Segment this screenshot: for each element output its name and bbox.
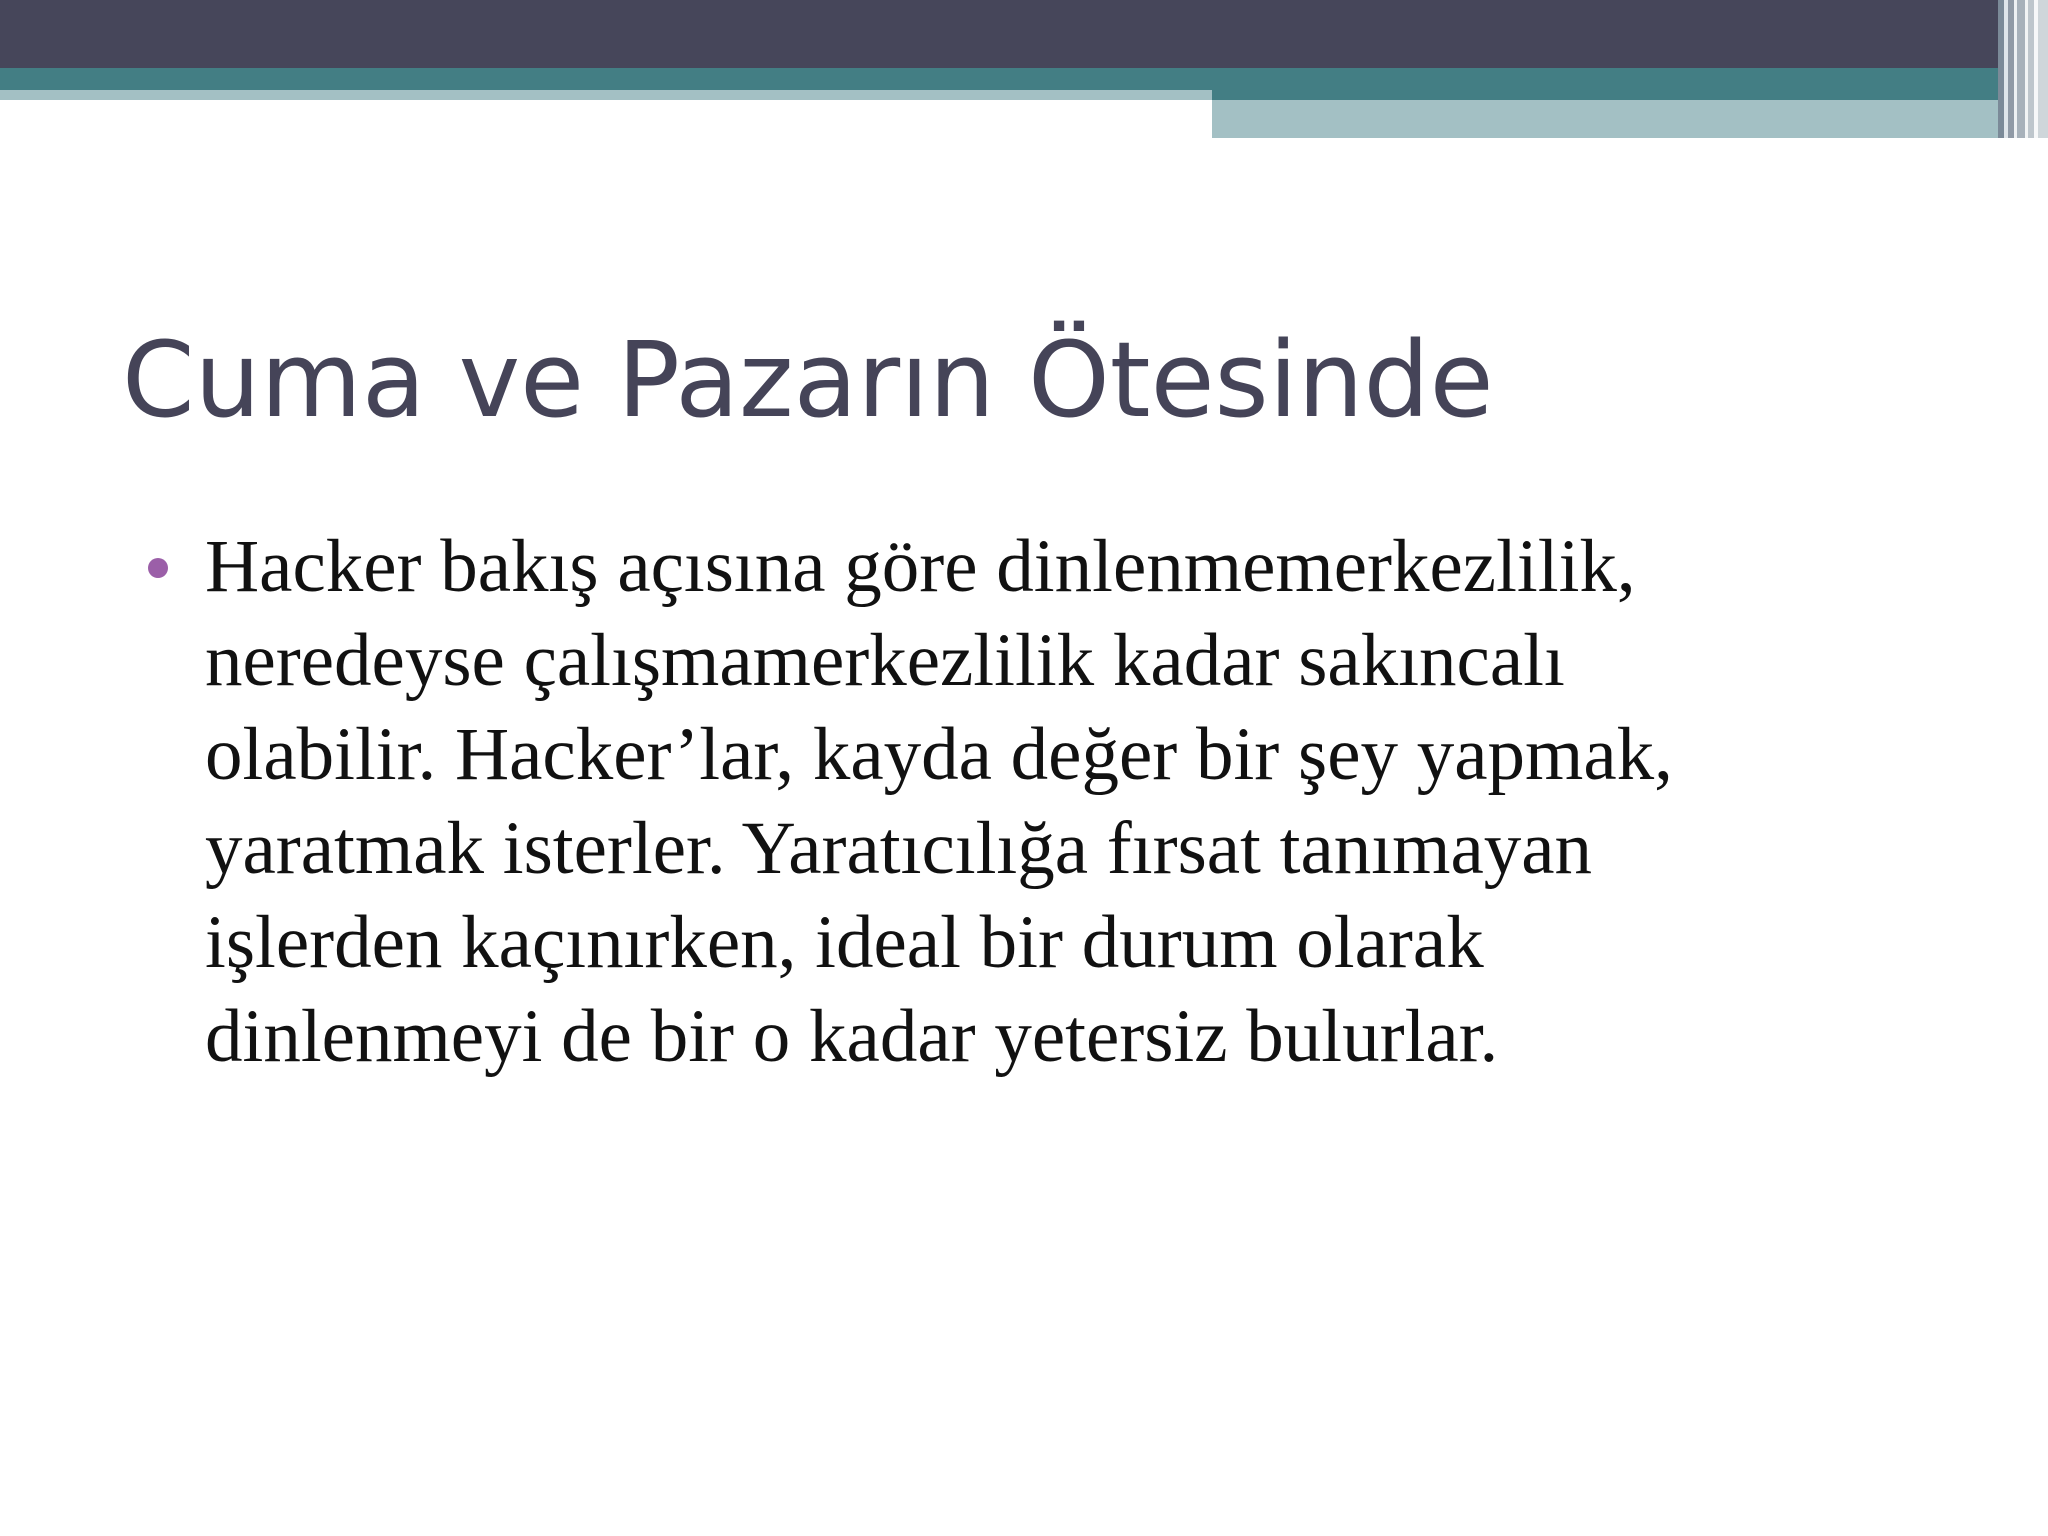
bullet-dot-icon [148,558,168,578]
bullet-item [148,520,1948,1084]
bullet-text-line: dinlenmeyi de bir o kadar yetersiz bulurlar. [205,995,1499,1078]
bullet-text-line: neredeyse çalışmamerkezlilik kadar sakıncalı [205,619,1565,702]
bullet-text-line: yaratmak isterler. Yaratıcılığa fırsat tanımayan [205,807,1593,890]
bullet-list [148,520,1948,1084]
header-band-light-right [1212,100,2048,138]
header-band-teal-right [1212,90,2048,100]
header-band-dark [0,0,2048,68]
header-edge-stripes [1998,0,2048,138]
bullet-text-line: Hacker bakış açısına göre dinlenmemerkezlilik, [205,525,1636,608]
bullet-text-line: olabilir. Hacker’lar, kayda değer bir şey yapmak, [205,713,1673,796]
header-band-light-left [0,90,1212,100]
bullet-text-line: işlerden kaçınırken, ideal bir durum olarak [205,901,1484,984]
slide-title: Cuma ve Pazarın Ötesinde [122,319,1494,441]
header-band-teal [0,68,2048,90]
